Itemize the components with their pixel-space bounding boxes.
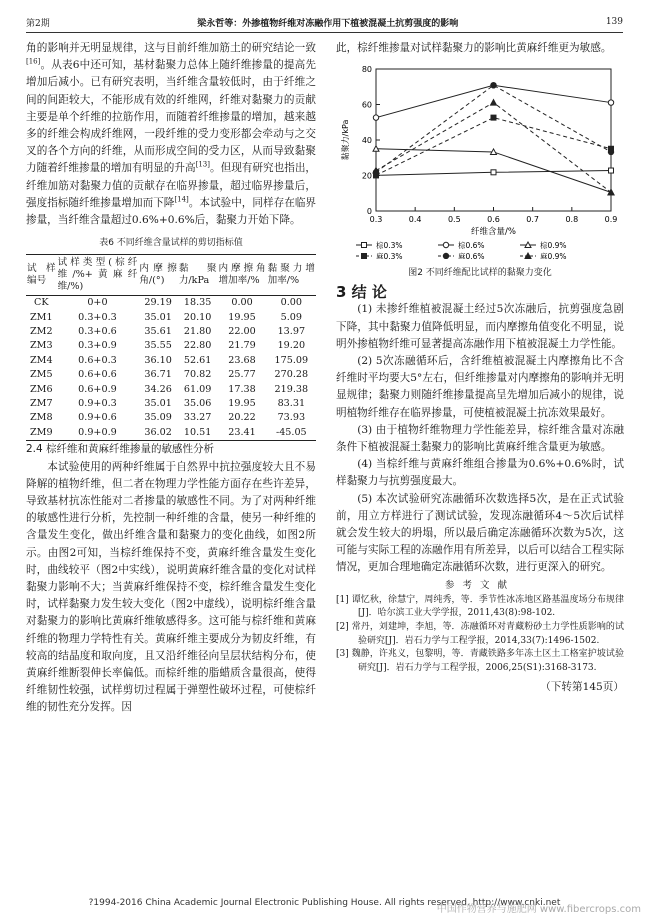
body-paragraph: 本试验使用的两种纤维属于自然界中抗拉强度较大且不易降解的植物纤维，但二者在物理力学性能方面存在些许差异，导致基材抗冻性能对二者掺量的敏感性不同。为了对两种纤维的敏感性进行分析，先控制一种纤维的含量，使另一种纤维的含量发生变化，做出纤维含量和黏聚力的变化曲线，如图2所示。由图2可知，当棕纤维保持不变，黄麻纤维含量发生变化时，曲线较平（图2中实线），说明黄麻纤维含量的变化对试样黏聚力影响不大；当黄麻纤维保持不变，棕纤维含量发生变化时，试样黏聚力发生较大变化（图2中虚线），说明棕纤维含量对黏聚力的影响比黄麻纤维敏感得多。这可能与棕纤维和黄麻纤维的物理力学特性有关。黄麻纤维主要成分为韧皮纤维，有较高的结晶度和取向度，且又沿纤维径向呈层状结构分布，使黄麻纤维断裂伸长率偏低。而棕纤维的脂蜡质含量很高，使得纤维韧性较强，试样剪切过程属于弹塑性破坏过程，可使棕纤维的韧性充分发挥。因 [26, 460, 316, 714]
table-cell: 33.27 [183, 412, 212, 424]
data-point [491, 100, 497, 106]
table-row [26, 354, 316, 368]
table-cell: 70.82 [183, 369, 212, 381]
body-paragraph: 此，棕纤维掺量对试样黏聚力的影响比黄麻纤维更为敏感。 [336, 42, 612, 54]
running-title: 梁永哲等：外掺植物纤维对冻融作用下植被混凝土抗剪强度的影响 [197, 18, 459, 29]
table-cell: 25.77 [228, 369, 256, 381]
table-row [26, 311, 316, 325]
shear-index-table [26, 254, 316, 441]
data-point [608, 100, 613, 105]
running-header [26, 14, 623, 30]
y-axis-label: 黏聚力/kPa [341, 119, 350, 161]
table-row [26, 296, 316, 311]
right-column [336, 40, 624, 697]
section-heading-2-4: 2.4 棕纤维和黄麻纤维掺量的敏感性分析 [26, 443, 215, 456]
plot-frame [376, 69, 611, 211]
table-cell: 20.10 [183, 311, 212, 323]
references-heading: 参考文献 [444, 579, 515, 591]
table-cell: 0.6+0.3 [78, 354, 117, 366]
table-cell: ZM8 [29, 412, 53, 424]
table-cell: 20.22 [228, 412, 256, 424]
table-cell: 18.35 [183, 297, 212, 309]
data-point [491, 170, 496, 175]
issue-label: 第2期 [26, 18, 50, 29]
reference-2: [2] 常丹，刘建坤，李旭，等．冻融循环对青藏粉砂土力学性质影响的试验研究[J]．岩石力学与工程学报，2014,33(7):1496-1502. [336, 622, 624, 646]
table-cell: 270.28 [274, 369, 309, 381]
table-cell: 61.09 [183, 383, 212, 395]
table-cell: 35.06 [183, 398, 212, 410]
table-cell: 19.95 [228, 311, 256, 323]
table-header-cell: 内摩擦角增加率/% [217, 255, 266, 296]
reference-3: [3] 魏静，许兆义，包黎明，等．青藏铁路多年冻土区土工格室护坡试验研究[J]．岩石力学与工程学报，2006,25(S1):3168-3173. [336, 649, 624, 673]
table-header-cell: 黏聚力/kPa [178, 255, 218, 296]
table-cell: 10.51 [178, 426, 218, 441]
table-cell: 19.95 [228, 398, 256, 410]
conclusion-3: (3) 由于植物纤维物理力学性能差异，棕纤维含量对冻融条件下植被混凝土黏聚力的影响比黄麻纤维含量更为敏感。 [336, 423, 624, 454]
conclusion-2: (2) 5次冻融循环后，含纤维植被混凝土内摩擦角比不含纤维时平均要大5°左右，但纤维掺量对内摩擦角的影响并无明显规律；黏聚力则随纤维掺量提高呈先增加后减小的规律，说明植物纤维存在临界掺量，可使植被混凝土抗冻效果最好。 [336, 355, 624, 419]
table-caption: 表6 不同纤维含量试样的剪切指标值 [99, 238, 243, 249]
table-cell: ZM7 [29, 398, 53, 410]
table-cell: ZM5 [29, 369, 53, 381]
data-point [443, 243, 448, 248]
table-cell: 17.38 [228, 383, 256, 395]
y-tick-label: 0 [366, 207, 372, 217]
table-cell: ZM3 [29, 340, 53, 352]
table-cell: 35.09 [144, 412, 172, 424]
table-cell: ZM1 [29, 311, 53, 323]
series-line [376, 85, 611, 172]
table-cell: 0.3+0.3 [78, 311, 117, 323]
table-header-cell: 黏聚力增加率/% [267, 255, 316, 296]
x-tick-label: 0.6 [487, 215, 500, 225]
table-cell: 36.71 [144, 369, 172, 381]
continued-note: （下转第145页） [540, 681, 624, 694]
y-tick-label: 40 [361, 136, 372, 146]
table-cell: 52.61 [183, 354, 212, 366]
data-point [362, 254, 367, 259]
table-cell: 73.93 [277, 412, 306, 424]
page-number: 139 [605, 17, 623, 27]
table-cell: 22.80 [183, 340, 212, 352]
x-tick-label: 0.4 [408, 215, 422, 225]
table-cell: 5.09 [280, 311, 302, 323]
table-cell: 35.01 [144, 311, 172, 323]
table-cell: 0+0 [87, 297, 108, 309]
y-tick-label: 60 [361, 100, 372, 110]
table-header-cell: 试样类型(棕纤维/%+黄麻纤维/%) [57, 255, 139, 296]
body-paragraph: 角的影响并无明显规律，这与目前纤维加筋土的研究结论一致[16]。从表6中还可知，基材黏聚力总体上随纤维掺量的提高先增加后减小。已有研究表明，当纤维含量较低时，由于纤维之间的间距较大，不能形成有效的纤维网，纤维对黏聚力的贡献主要是单个纤维的拉筋作用，而随着纤维掺量的增加，越来越多的纤维会构成纤维网，一段纤维的受力变形都会牵动与之交叉的各个方向的纤维，从而形成空间的受力区，从而导致黏聚力随着纤维掺量的增加有明显的升高[13]。但现有研究也指出，纤维加筋对黏聚力值的贡献存在临界掺量，超过临界掺量后，强度指标随纤维掺量增加而下降[14]。本试验中，同样存在临界掺量，当纤维含量超过0.6%+0.6%后，黏聚力开始下降。 [26, 42, 317, 227]
data-point [609, 168, 614, 173]
data-point [608, 149, 613, 154]
header-rule [26, 32, 623, 33]
table-cell: 34.26 [144, 383, 172, 395]
table-row [26, 325, 316, 339]
data-point [491, 115, 496, 120]
table-cell: 36.02 [138, 426, 177, 441]
table-cell: ZM9 [26, 426, 57, 441]
table-cell: 35.55 [144, 340, 172, 352]
data-point [491, 83, 496, 88]
x-tick-label: 0.8 [565, 215, 579, 225]
table-cell: 21.79 [228, 340, 256, 352]
reference-1: [1] 谭忆秋，徐慧宁，周纯秀，等．季节性冰冻地区路基温度场分布规律[J]．哈尔滨工业大学学报，2011,43(8):98-102. [336, 594, 624, 619]
data-point [362, 243, 367, 248]
table-row [26, 339, 316, 353]
legend-label: 麻0.6% [458, 252, 485, 260]
conclusion-5: (5) 本次试验研究冻融循环次数选择5次，是在正式试验前，用立方样进行了测试试验，发现冻融循环4～5次后试样就会发生较大的坍塌，所以最后确定冻融循环次数为5次，这可能与实际工程的冻融作用有所差异，以后可以结合工程实际情况，更加合理地确定冻融循环次数，进行更深入的研究。 [336, 492, 624, 574]
table-cell: 0.9+0.3 [78, 398, 117, 410]
x-tick-label: 0.5 [447, 215, 461, 225]
data-point [373, 115, 378, 120]
table-cell: -45.05 [267, 426, 316, 441]
legend-label: 棕0.9% [540, 241, 567, 251]
watermark: 中国作物营养与施肥网 www.fibercrops.com [436, 904, 641, 915]
table-cell: 0.9+0.6 [78, 412, 117, 424]
table-cell: 175.09 [274, 354, 309, 366]
table-cell: 0.3+0.9 [78, 340, 117, 352]
table-cell: 22.00 [228, 326, 256, 338]
table-cell: 35.61 [144, 326, 172, 338]
table-cell: 13.97 [277, 326, 306, 338]
table-cell: 21.80 [183, 326, 212, 338]
conclusion-1: (1) 未掺纤维植被混凝土经过5次冻融后，抗剪强度急剧下降，其中黏聚力值降低明显，而内摩擦角值变化不明显，说明外掺植物纤维可显著提高冻融作用下植被混凝土力学性能。 [336, 303, 624, 350]
table-cell: 23.41 [217, 426, 266, 441]
table-row [26, 368, 316, 382]
table-cell: CK [34, 297, 49, 309]
y-tick-label: 20 [361, 171, 372, 181]
x-tick-label: 0.7 [526, 215, 540, 225]
table-cell: 29.19 [144, 297, 172, 309]
table-cell: 83.31 [277, 398, 306, 410]
legend-label: 麻0.9% [540, 252, 567, 260]
table-cell: 19.20 [277, 340, 306, 352]
conclusion-4: (4) 当棕纤维与黄麻纤维组合掺量为0.6%+0.6%时，试样黏聚力与抗剪强度最大。 [336, 458, 624, 488]
table-cell: 36.10 [144, 354, 172, 366]
table-row [26, 397, 316, 411]
table-cell: 0.00 [231, 297, 253, 309]
table-row [26, 383, 316, 397]
table-cell: 0.00 [280, 297, 302, 309]
x-tick-label: 0.3 [369, 215, 383, 225]
cohesion-chart [336, 61, 624, 259]
x-axis-label: 纤维含量/% [471, 227, 516, 238]
table-cell: ZM2 [29, 326, 53, 338]
chart-svg [336, 61, 624, 259]
left-column [26, 40, 316, 717]
copyright-footer: ?1994-2016 China Academic Journal Electronic Publishing House. All rights reserved. http://www.cnki.net [88, 898, 561, 908]
table-cell: 219.38 [274, 383, 309, 395]
table-header-cell: 内摩擦角/(°) [138, 255, 177, 296]
table-cell: ZM6 [29, 383, 53, 395]
table-cell: 23.68 [228, 354, 256, 366]
legend-label: 麻0.3% [376, 252, 403, 260]
table-cell: 0.6+0.9 [78, 383, 117, 395]
figure-caption: 图2 不同纤维配比试样的黏聚力变化 [408, 268, 552, 279]
table-row [26, 411, 316, 425]
y-tick-label: 80 [361, 65, 372, 75]
table-cell: 35.01 [144, 398, 172, 410]
legend-label: 棕0.3% [376, 241, 403, 251]
table-header-cell: 试样编号 [26, 255, 57, 296]
table-cell: 0.6+0.6 [78, 369, 117, 381]
table-row [26, 426, 316, 441]
table-cell: 0.3+0.6 [78, 326, 117, 338]
legend-label: 棕0.6% [458, 241, 485, 251]
section-heading-3: 3 结 论 [336, 283, 387, 302]
data-point [443, 254, 448, 259]
table-cell: 0.9+0.9 [57, 426, 139, 441]
x-tick-label: 0.9 [604, 215, 618, 225]
table-cell: ZM4 [29, 354, 53, 366]
